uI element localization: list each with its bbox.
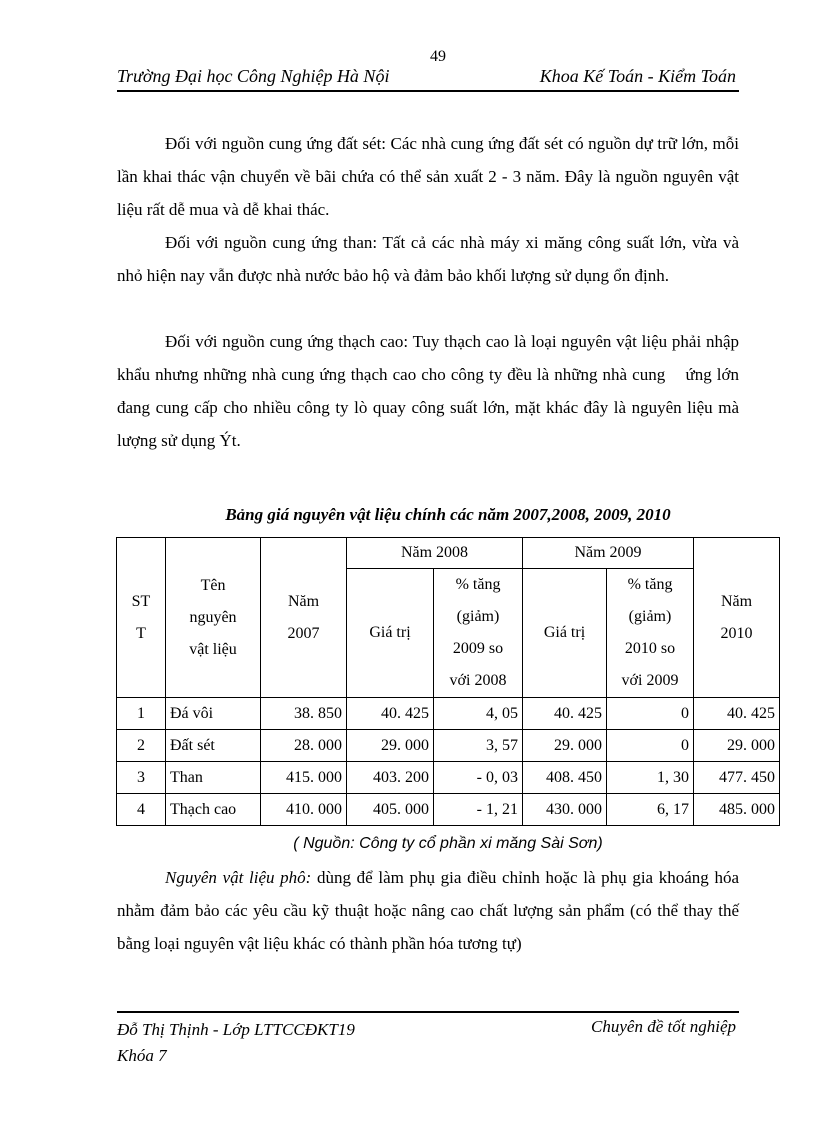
header-year-2008-group: Năm 2008 — [347, 538, 523, 569]
cell-name: Thạch cao — [166, 794, 261, 826]
cell-value-2008: 405. 000 — [347, 794, 434, 826]
cell-pct-2009: - 1, 21 — [434, 794, 523, 826]
header-stt: ST T — [117, 538, 166, 698]
cell-value-2008: 40. 425 — [347, 698, 434, 730]
auxiliary-materials-term: Nguyên vật liệu phô: — [165, 868, 312, 887]
header-year-2007: Năm 2007 — [261, 538, 347, 698]
header-material-name: Tên nguyên vật liệu — [166, 538, 261, 698]
cell-pct-2010: 1, 30 — [607, 762, 694, 794]
cell-value-2008: 29. 000 — [347, 730, 434, 762]
cell-2010: 485. 000 — [694, 794, 780, 826]
cell-stt: 4 — [117, 794, 166, 826]
cell-value-2009: 29. 000 — [523, 730, 607, 762]
cell-2010: 477. 450 — [694, 762, 780, 794]
table-row — [117, 762, 780, 794]
paragraph-auxiliary-materials — [117, 861, 739, 960]
cell-name: Đá vôi — [166, 698, 261, 730]
cell-stt: 1 — [117, 698, 166, 730]
table-row — [117, 730, 780, 762]
table-title: Bảng giá nguyên vật liệu chính các năm 2007,2008, 2009, 2010 — [225, 505, 671, 524]
cell-2010: 29. 000 — [694, 730, 780, 762]
paragraph-gypsum-supply: Đối với nguồn cung ứng thạch cao: Tuy thạch cao là loại nguyên vật liệu phải nhập khẩu nhưng những nhà cung ứng thạch cao cho công ty đều là những nhà cung ứng lớn đang cung cấp cho nhiều công ty lò quay công suất lớn, mặt khác đây là nguyên liệu mà lượng sử dụng Ýt. — [117, 332, 744, 450]
header-year-2009-group: Năm 2009 — [523, 538, 694, 569]
footer-author-name: Đỗ Thị Thịnh - Lớp LTTCCĐKT19 — [117, 1020, 355, 1039]
header-value-2008: Giá trị — [347, 569, 434, 698]
table-row — [117, 794, 780, 826]
cell-pct-2010: 0 — [607, 698, 694, 730]
footer-author — [117, 1017, 355, 1069]
cell-name: Đất sét — [166, 730, 261, 762]
cell-pct-2009: 3, 57 — [434, 730, 523, 762]
header-value-2009: Giá trị — [523, 569, 607, 698]
table-source-note: ( Nguồn: Công ty cổ phần xi măng Sài Sơn) — [293, 835, 603, 852]
cell-value-2009: 40. 425 — [523, 698, 607, 730]
page-number: 49 — [430, 48, 446, 65]
header-department: Khoa Kế Toán - Kiểm Toán — [539, 66, 736, 86]
cell-2007: 38. 850 — [261, 698, 347, 730]
paragraph-clay-supply: Đối với nguồn cung ứng đất sét: Các nhà cung ứng đất sét có nguồn dự trữ lớn, mỗi lần khai thác vận chuyển về bãi chứa có thể sản xuất 2 - 3 năm. Đây là nguồn nguyên vật liệu rất dễ mua và dễ khai thác. — [117, 134, 739, 219]
header-university: Trường Đại học Công Nghiệp Hà Nội — [117, 66, 390, 86]
footer-divider — [117, 1011, 739, 1013]
auxiliary-materials-text: dùng để làm phụ gia điều chỉnh hoặc là phụ gia khoáng hóa nhằm đảm bảo các yêu cầu kỹ thuật hoặc nâng cao chất lượng sản phẩm (có thể thay thế bằng loại nguyên vật liệu khác có thành phần hóa tương tự) — [117, 868, 739, 953]
header-pct-2010: % tăng (giảm) 2010 so với 2009 — [607, 569, 694, 698]
cell-2007: 28. 000 — [261, 730, 347, 762]
cell-2010: 40. 425 — [694, 698, 780, 730]
cell-stt: 3 — [117, 762, 166, 794]
cell-value-2009: 408. 450 — [523, 762, 607, 794]
footer-author-course: Khóa 7 — [117, 1046, 167, 1065]
cell-pct-2010: 0 — [607, 730, 694, 762]
header-pct-2009: % tăng (giảm) 2009 so với 2008 — [434, 569, 523, 698]
cell-name: Than — [166, 762, 261, 794]
table-row — [117, 698, 780, 730]
header-year-2010: Năm 2010 — [694, 538, 780, 698]
cell-value-2008: 403. 200 — [347, 762, 434, 794]
footer-document-type: Chuyên đề tốt nghiệp — [591, 1017, 736, 1036]
cell-stt: 2 — [117, 730, 166, 762]
cell-2007: 410. 000 — [261, 794, 347, 826]
cell-pct-2009: - 0, 03 — [434, 762, 523, 794]
cell-value-2009: 430. 000 — [523, 794, 607, 826]
material-price-table — [116, 537, 780, 826]
header-divider — [117, 90, 739, 92]
cell-pct-2009: 4, 05 — [434, 698, 523, 730]
cell-pct-2010: 6, 17 — [607, 794, 694, 826]
paragraph-coal-supply: Đối với nguồn cung ứng than: Tất cả các nhà máy xi măng công suất lớn, vừa và nhỏ hiện nay vẫn được nhà nước bảo hộ và đảm bảo khối lượng sử dụng ổn định. — [117, 233, 739, 285]
cell-2007: 415. 000 — [261, 762, 347, 794]
